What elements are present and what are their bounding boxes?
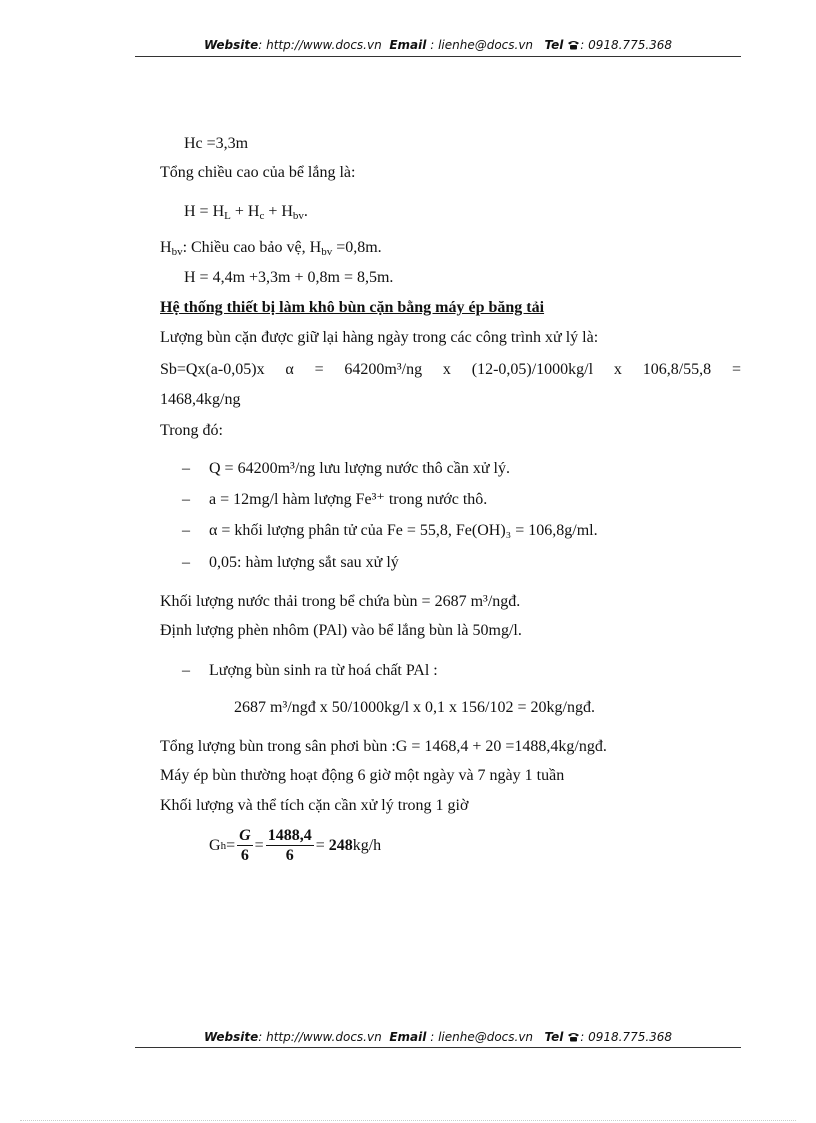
bullet-dash: – <box>182 460 190 477</box>
page-edge-divider <box>20 1120 796 1121</box>
bullet-item: 0,05: hàm lượng sắt sau xử lý <box>209 554 399 571</box>
pal-dose-line: Định lượng phèn nhôm (PAl) vào bể lắng bùn là 50mg/l. <box>160 622 522 639</box>
bullet-dash: – <box>182 491 190 508</box>
wastewater-line: Khối lượng nước thải trong bể chứa bùn = 2687 m³/ngđ. <box>160 593 521 610</box>
header-tel-value: : 0918.775.368 <box>580 38 673 52</box>
mass-volume-line: Khối lượng và thể tích cặn cần xử lý trong 1 giờ <box>160 797 469 814</box>
header-website-value: : http://www.docs.vn <box>258 38 382 52</box>
h-formula: $H = H_L + H_c + H_{bv}$. <box>184 203 308 222</box>
total-height-label: Tổng chiều cao của bể lắng là: <box>160 164 356 181</box>
hbv-line: $H_{bv}$: Chiều cao bảo vệ, $H_{bv} =0,8m$. <box>160 239 382 258</box>
header-website-label: Website <box>203 38 259 52</box>
page-footer <box>135 1030 741 1044</box>
header-divider <box>135 56 741 57</box>
phone-icon <box>567 1031 580 1042</box>
sb-result: 1468,4kg/ng <box>160 391 241 408</box>
footer-website-label: Website <box>203 1030 259 1044</box>
bullet-item: α = khối lượng phân tử của Fe = 55,8, Fe(OH)₃ = 106,8g/ml. <box>209 522 598 539</box>
page-header <box>135 38 741 52</box>
section-title: Hệ thống thiết bị làm khô bùn cặn bằng máy ép băng tải <box>160 299 545 316</box>
bullet-dash: – <box>182 554 190 571</box>
bullet-dash: – <box>182 522 190 539</box>
phone-icon <box>567 39 580 50</box>
where-label: Trong đó: <box>160 422 223 439</box>
footer-email-value: : lienhe@docs.vn <box>426 1030 534 1044</box>
header-email-value: : lienhe@docs.vn <box>426 38 534 52</box>
fraction-g-over-6: $\frac{G}{6}$ <box>239 827 251 864</box>
footer-email-label: Email <box>389 1030 427 1044</box>
total-sludge-line: Tổng lượng bùn trong sân phơi bùn :G = 1468,4 + 20 =1488,4kg/ngđ. <box>160 738 607 755</box>
fraction-1488-over-6: $\frac{1488,4}{6}$ <box>267 827 312 864</box>
gh-result: 248 <box>328 836 353 854</box>
footer-tel-label: Tel <box>544 1030 564 1044</box>
pal-bullet: Lượng bùn sinh ra từ hoá chất PAl : <box>209 662 438 679</box>
hc-line: Hc =3,3m <box>184 135 249 152</box>
h-result: H = 4,4m +3,3m + 0,8m = 8,5m. <box>184 269 394 286</box>
footer-website-value: : http://www.docs.vn <box>258 1030 382 1044</box>
footer-tel-value: : 0918.775.368 <box>580 1030 673 1044</box>
header-tel-label: Tel <box>544 38 564 52</box>
footer-divider <box>135 1047 741 1048</box>
press-schedule-line: Máy ép bùn thường hoạt động 6 giờ một ngày và 7 ngày 1 tuần <box>160 767 565 784</box>
header-email-label: Email <box>389 38 427 52</box>
gh-formula: G h = $\frac{G}{6}$ = $\frac{1488,4}{6}$ = 248 kg/h <box>209 827 382 864</box>
sludge-intro: Lượng bùn cặn được giữ lại hàng ngày trong các công trình xử lý là: <box>160 329 599 346</box>
bullet-item: a = 12mg/l hàm lượng Fe³⁺ trong nước thô. <box>209 491 488 508</box>
bullet-item: Q = 64200m³/ng lưu lượng nước thô cần xử lý. <box>209 460 510 477</box>
sb-formula-line: Sb=Qx(a-0,05)x α = 64200m³/ng x (12-0,05)/1000kg/l x 106,8/55,8 = <box>160 361 741 378</box>
bullet-dash: – <box>182 662 190 679</box>
pal-calc: 2687 m³/ngđ x 50/1000kg/l x 0,1 x 156/102 = 20kg/ngđ. <box>234 699 595 716</box>
